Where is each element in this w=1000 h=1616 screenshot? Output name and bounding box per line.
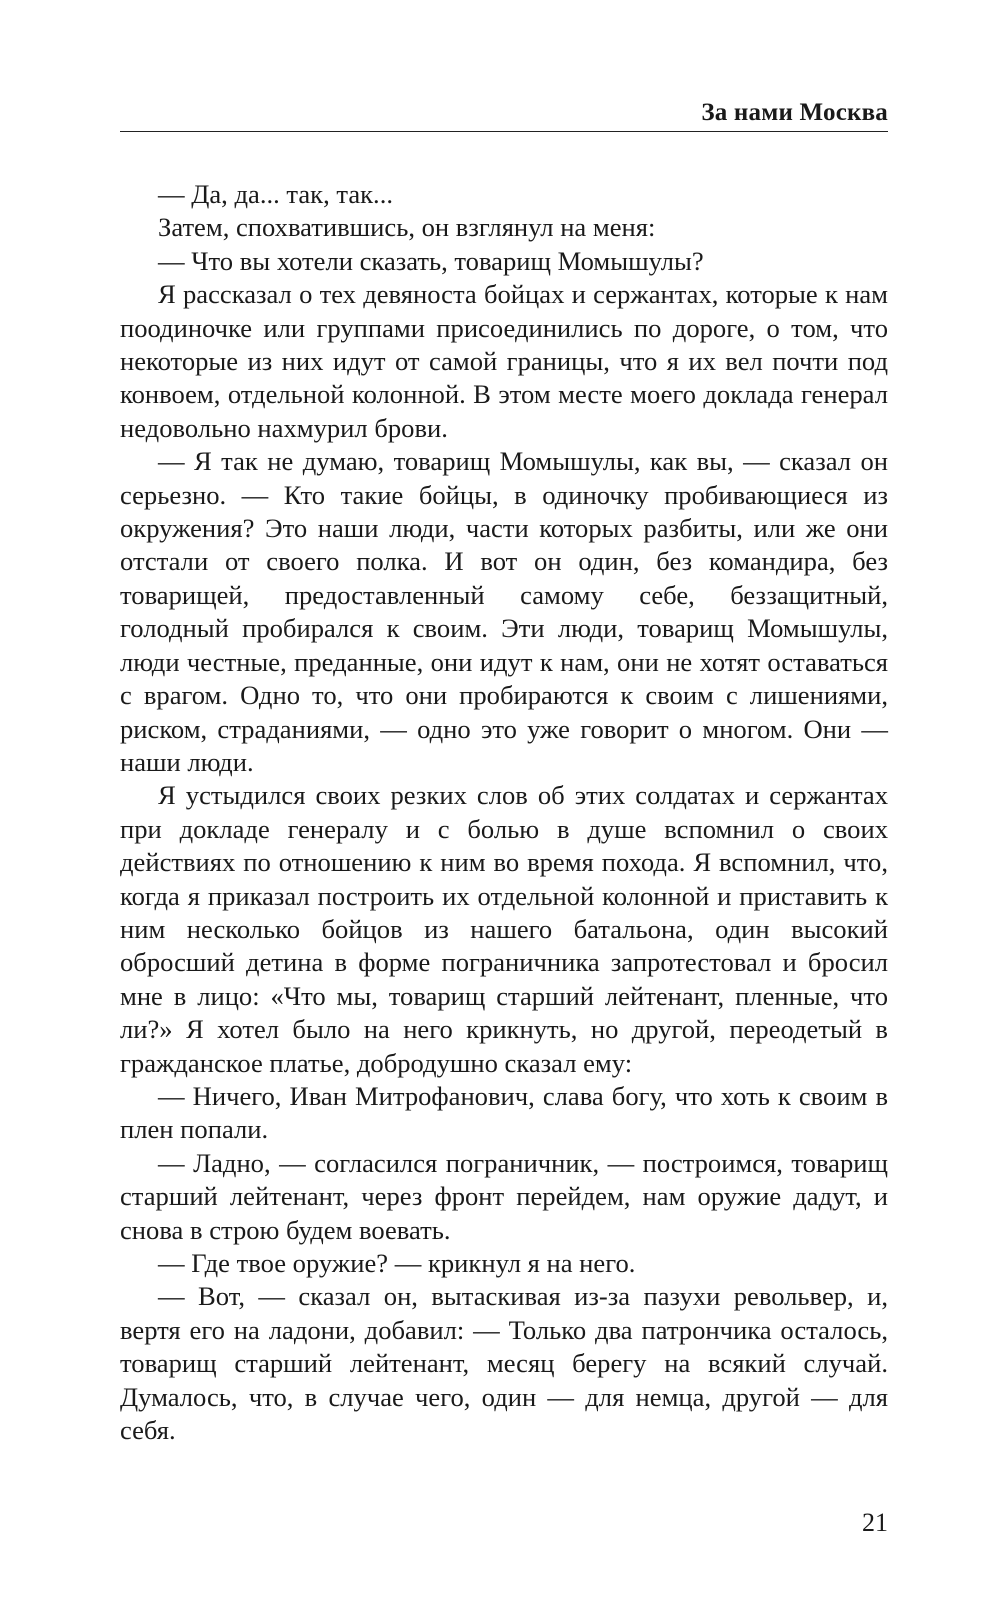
page-number: 21 [862, 1508, 888, 1537]
running-head [120, 92, 888, 132]
paragraph: — Где твое оружие? — крикнул я на него. [158, 1248, 636, 1278]
body-text [120, 178, 888, 1447]
paragraph: — Вот, — сказал он, вытаскивая из-за пазухи револьвер, и, вертя его на ладони, добавил: — Только два патрончика осталось, товарищ старший лейтенант, месяц берегу на всякий случай. Думалось, что, в случае чего, один — для немца, другой — для себя. [120, 1281, 888, 1446]
paragraph: — Ладно, — согласился пограничник, — построимся, товарищ старший лейтенант, через фронт перейдем, нам оружие дадут, и снова в строю будем воевать. [120, 1147, 888, 1245]
paragraph: — Я так не думаю, товарищ Момышулы, как вы, — сказал он серьезно. — Кто такие бойцы, в одиночку пробивающиеся из окружения? Это наши люди, части которых разбиты, или же они отстали от своего полка. И вот он один, без командира, без товарищей, предоставленный самому себе, беззащитный, голодный пробирался к своим. Эти люди, товарищ Момышулы, люди честные, преданные, они идут к нам, они не хотят оставаться с врагом. Одно то, что они пробираются к своим с лишениями, риском, страданиями, — одно это уже говорит о многом. Они — наши люди. [120, 446, 888, 777]
paragraph: Я устыдился своих резких слов об этих солдатах и сержантах при докладе генералу и с болью в душе вспомнил о своих действиях по отношению к ним во время похода. Я вспомнил, что, когда я приказал построить их отдельной колонной и приставить к ним несколько бойцов из нашего батальона, один высокий обросший детина в форме пограничника запротестовал и бросил мне в лицо: «Что мы, товарищ старший лейтенант, пленные, что ли?» Я хотел было на него крикнуть, но другой, переодетый в гражданское платье, добродушно сказал ему: [120, 780, 888, 1078]
paragraph: Затем, спохватившись, он взглянул на меня: [158, 212, 656, 243]
paragraph: — Ничего, Иван Митрофанович, слава богу, что хоть к своим в плен попали. [120, 1080, 888, 1145]
paragraph: — Да, да... так, так... [158, 179, 393, 209]
paragraph: — Что вы хотели сказать, товарищ Момышулы? [158, 245, 704, 276]
running-title: За нами Москва [701, 99, 888, 126]
paragraph: Я рассказал о тех девяноста бойцах и сержантах, которые к нам поодиночке или группами присоединились по дороге, о том, что некоторые из них идут от самой границы, что я их вел почти под конвоем, отдельной колонной. В этом месте моего доклада генерал недовольно нахмурил брови. [120, 279, 888, 443]
